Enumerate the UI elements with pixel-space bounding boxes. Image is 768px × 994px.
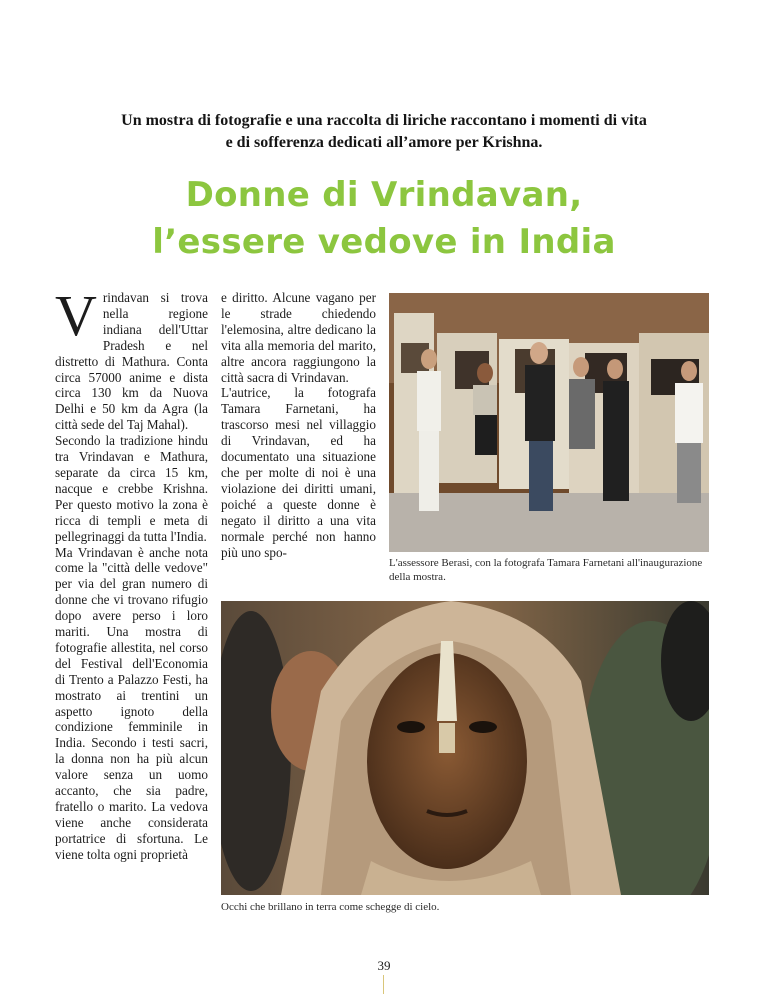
paragraph: rindavan si trova nella regione indiana dell'Uttar Pradesh e nel distretto di Mathura. Conta circa 57000 anime e dista circa 130 km da Nuova Delhi e 50 km da Agra (la città sede del Taj Mahal). bbox=[55, 290, 208, 433]
article-title bbox=[0, 172, 768, 266]
photo-caption: Occhi che brillano in terra come schegge di cielo. bbox=[221, 901, 440, 913]
portrait-photo bbox=[221, 601, 709, 895]
article-intro bbox=[60, 110, 708, 154]
exhibition-photo bbox=[389, 293, 709, 552]
intro-line-1: Un mostra di fotografie e una raccolta di liriche raccontano i momenti di vita bbox=[121, 112, 647, 129]
article-column-2 bbox=[221, 290, 376, 560]
photo-caption: L'assessore Berasi, con la fotografa Tamara Farnetani all'inaugurazione della mostra. bbox=[389, 557, 703, 583]
page-number: 39 bbox=[377, 958, 391, 973]
title-line-2: l’essere vedove in India bbox=[152, 222, 616, 262]
paragraph: Secondo la tradizione hindu tra Vrindavan e Mathura, separate da circa 15 km, nacque e crebbe Krishna. Per questo motivo la zona è ricca di templi e meta di pellegrinaggi da tutta l'India. bbox=[55, 433, 208, 544]
drop-cap: V bbox=[55, 283, 97, 348]
page-divider bbox=[383, 975, 384, 994]
paragraph: e diritto. Alcune vagano per le strade chiedendo l'elemosina, altre dedicano la vita alla memoria del marito, altre ancora raggiungono la città sacra di Vrindavan. bbox=[221, 290, 376, 385]
paragraph: L'autrice, la fotografa Tamara Farnetani, ha trascorso mesi nel villaggio di Vrindavan, ed ha documentato una situazione che per molte di noi è una violazione dei diritti umani, poiché a queste donne è negato il diritto a una vita normale perché non hanno più uno spo- bbox=[221, 385, 376, 560]
title-line-1: Donne di Vrindavan, bbox=[185, 175, 583, 215]
article-column-1 bbox=[55, 283, 208, 863]
intro-line-2: e di sofferenza dedicati all’amore per Krishna. bbox=[225, 134, 543, 151]
paragraph: Ma Vrindavan è anche nota come la "città delle vedove" per via del gran numero di donne che vi trovano rifugio dopo avere perso i loro mariti. Una mostra di fotografie allestita, nel corso del Festival dell'Economia di Trento a Palazzo Festi, ha mostrato ai trentini un aspetto ignoto della condizione femminile in India. Secondo i testi sacri, la donna non ha più alcun valore senza un uomo accanto, che sia padre, fratello o marito. La vedova viene anche considerata portatrice di sfortuna. Le viene tolta ogni proprietà bbox=[55, 544, 208, 862]
